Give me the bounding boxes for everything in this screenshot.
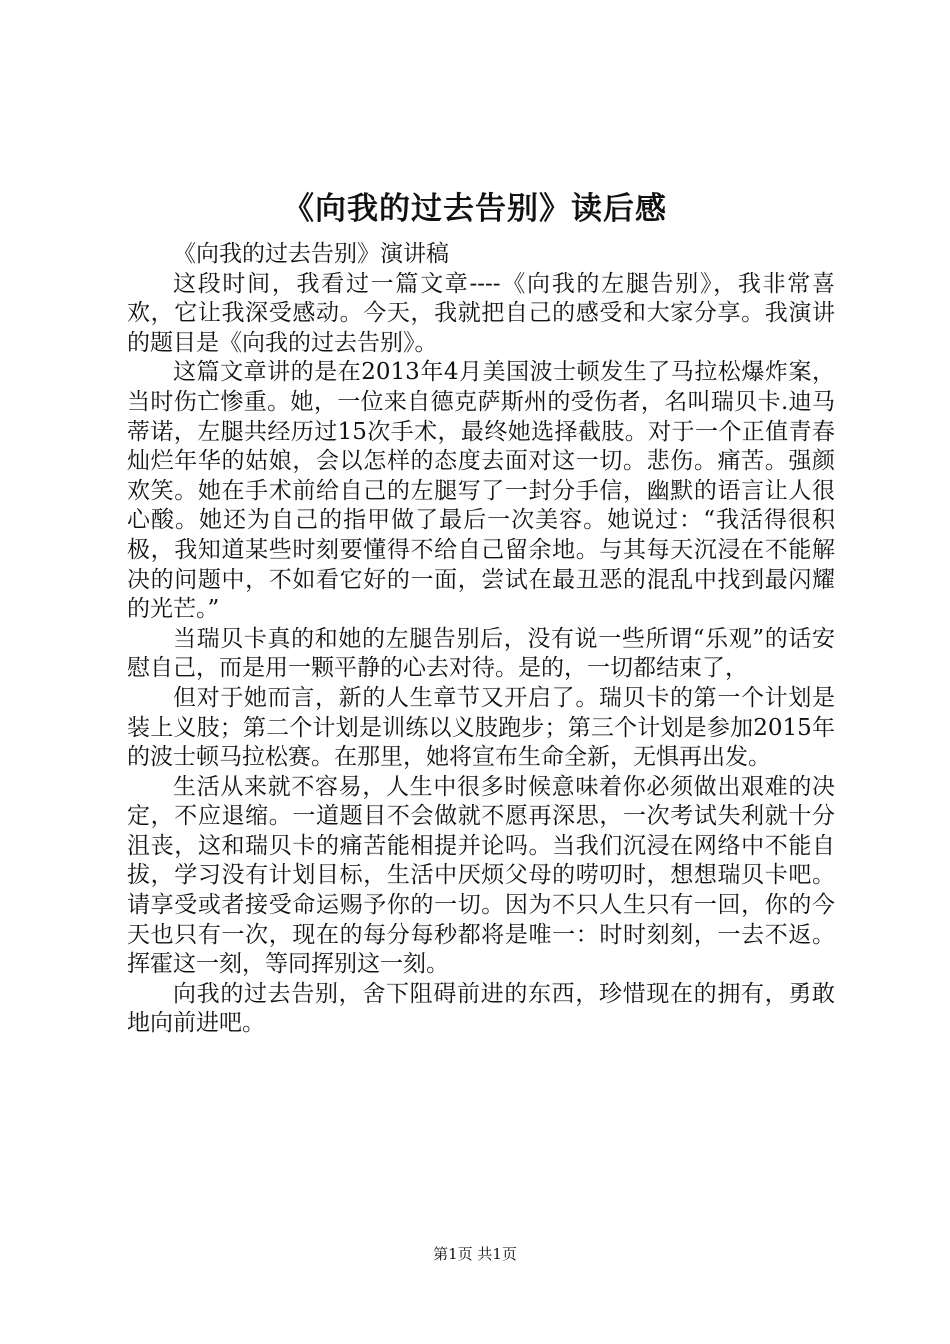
paragraph-story: 这篇文章讲的是在2013年4月美国波士顿发生了马拉松爆炸案，当时伤亡惨重。她，一位来自德克萨斯州的受伤者，名叫瑞贝卡.迪马蒂诺，左腿共经历过15次手术，最终她选择截肢。对于一个正值青春灿烂年华的姑娘，会以怎样的态度去面对这一切。悲伤。痛苦。强颜欢笑。她在手术前给自己的左腿写了一封分手信，幽默的语言让人很心酸。她还为自己的指甲做了最后一次美容。她说过：“我活得很积极，我知道某些时刻要懂得不给自己留余地。与其每天沉浸在不能解决的问题中，不如看它好的一面，尝试在最丑恶的混乱中找到最闪耀的光芒。”	[127, 359, 835, 623]
paragraph-farewell: 当瑞贝卡真的和她的左腿告别后，没有说一些所谓“乐观”的话安慰自己，而是用一颗平静的心去对待。是的，一切都结束了，	[127, 625, 835, 682]
document-title: 《向我的过去告别》读后感	[283, 191, 667, 227]
document-body	[127, 240, 835, 1039]
paragraph-reflection: 生活从来就不容易，人生中很多时候意味着你必须做出艰难的决定，不应退缩。一道题目不会做就不愿再深思，一次考试失利就十分沮丧，这和瑞贝卡的痛苦能相提并论吗。当我们沉浸在网络中不能自拔，学习没有计划目标，生活中厌烦父母的唠叨时，想想瑞贝卡吧。请享受或者接受命运赐予你的一切。因为不只人生只有一回，你的今天也只有一次，现在的每分每秒都将是唯一：时时刻刻，一去不返。挥霍这一刻，等同挥别这一刻。	[127, 773, 835, 978]
paragraph-intro: 这段时间，我看过一篇文章----《向我的左腿告别》，我非常喜欢，它让我深受感动。今天，我就把自己的感受和大家分享。我演讲的题目是《向我的过去告别》。	[127, 270, 835, 356]
page-footer: 第1页 共1页	[433, 1245, 517, 1263]
paragraph-new-plan: 但对于她而言，新的人生章节又开启了。瑞贝卡的第一个计划是装上义肢；第二个计划是训练以义肢跑步；第三个计划是参加2015年的波士顿马拉松赛。在那里，她将宣布生命全新，无惧再出发。	[127, 684, 835, 771]
paragraph-conclusion: 向我的过去告别，舍下阻碍前进的东西，珍惜现在的拥有，勇敢地向前进吧。	[127, 980, 835, 1037]
paragraph-subtitle: 《向我的过去告别》演讲稿	[173, 241, 449, 267]
